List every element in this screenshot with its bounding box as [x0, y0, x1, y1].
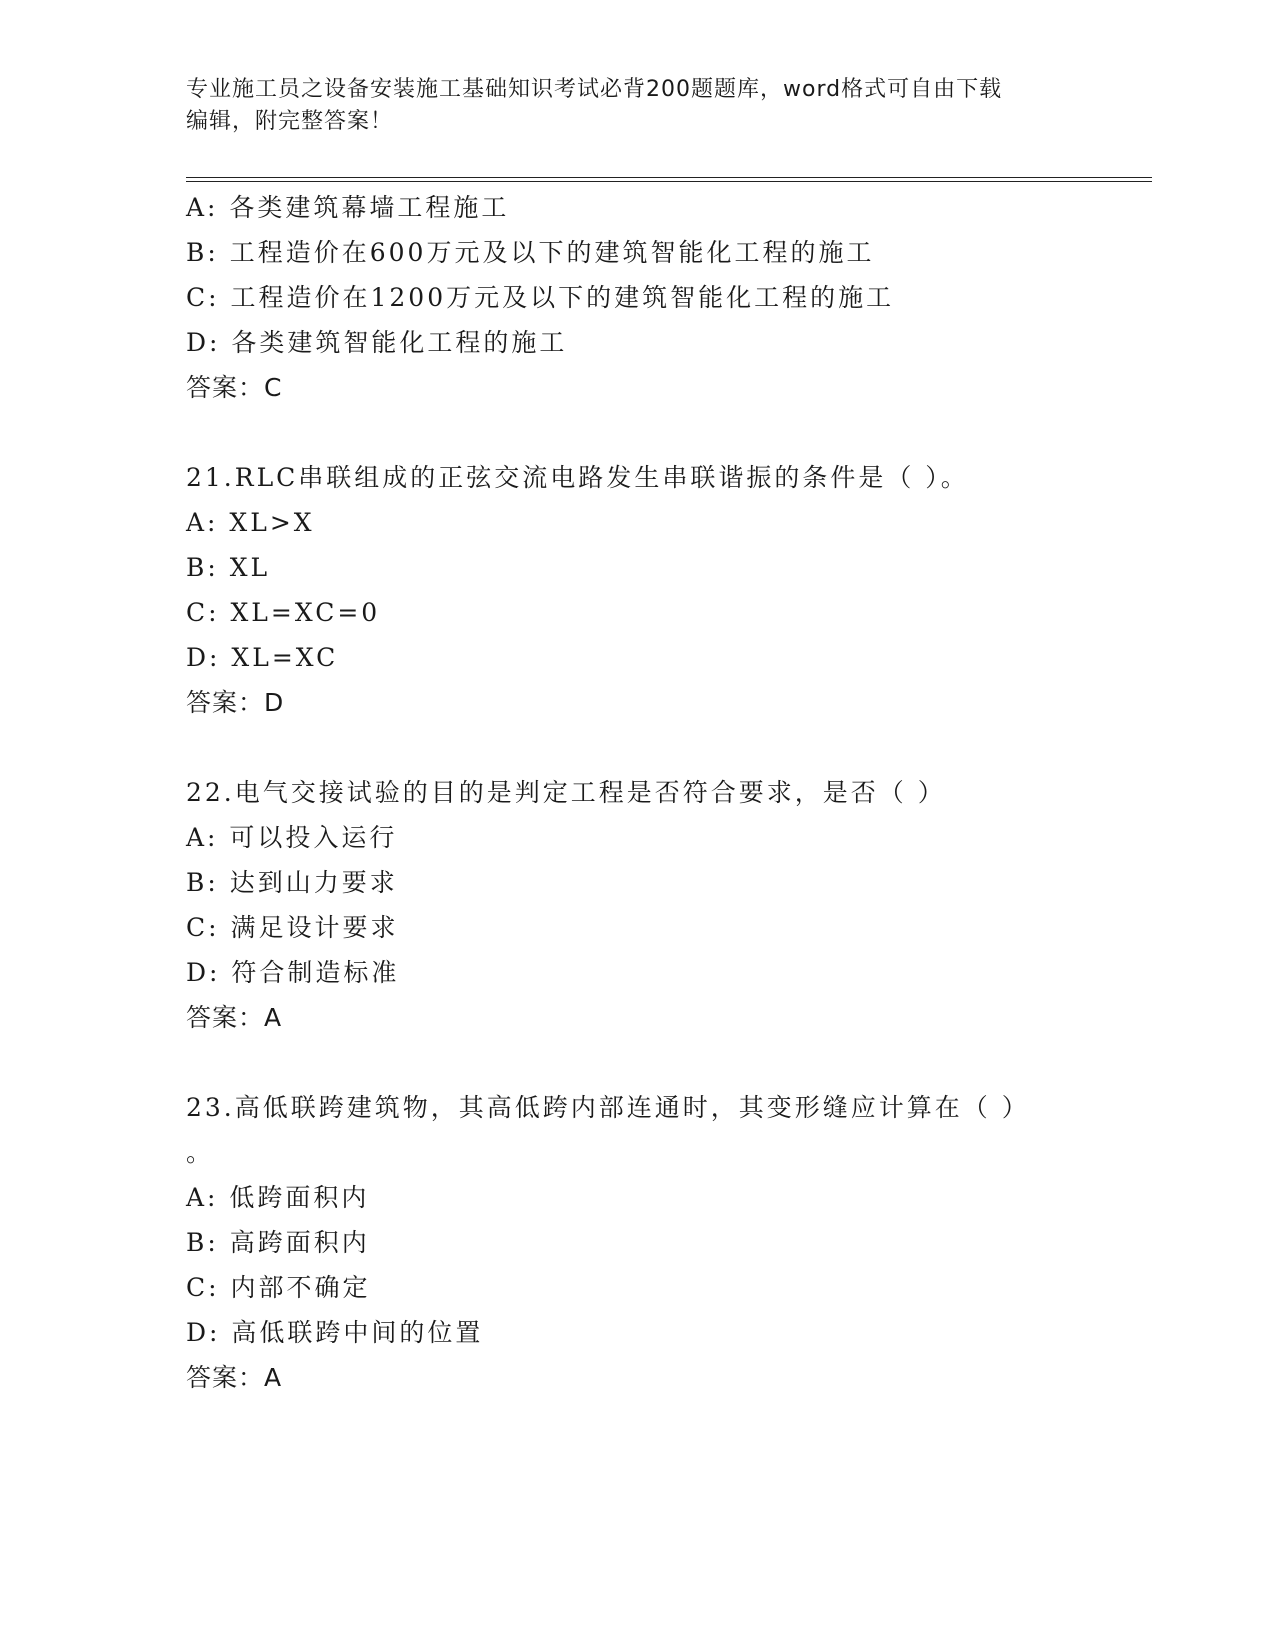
header-divider-top [186, 177, 1152, 178]
option-a: A: 可以投入运行 [186, 823, 398, 852]
question-text: 22.电气交接试验的目的是判定工程是否符合要求，是否（ ） [186, 778, 946, 807]
option-b: B: 达到山力要求 [186, 868, 398, 897]
question-text: 21.RLC串联组成的正弦交流电路发生串联谐振的条件是（ ）。 [186, 463, 969, 492]
header-line-2: 编辑，附完整答案！ [186, 109, 394, 134]
option-d: D: 高低联跨中间的位置 [186, 1318, 484, 1347]
option-a: A: 各类建筑幕墙工程施工 [186, 193, 510, 222]
option-b: B: XL [186, 553, 271, 582]
option-c: C: XL=XC=0 [186, 598, 381, 627]
option-a: A: 低跨面积内 [186, 1183, 370, 1212]
option-d: D: XL=XC [186, 643, 339, 672]
option-b: B: 高跨面积内 [186, 1228, 370, 1257]
option-c: C: 工程造价在1200万元及以下的建筑智能化工程的施工 [186, 283, 895, 312]
question-text-continued: 。 [186, 1138, 215, 1167]
answer: 答案：A [186, 1003, 283, 1032]
document-header [186, 74, 1076, 138]
option-c: C: 内部不确定 [186, 1273, 371, 1302]
option-d: D: 各类建筑智能化工程的施工 [186, 328, 568, 357]
header-line-1: 专业施工员之设备安装施工基础知识考试必背200题题库，word格式可自由下载 [186, 77, 1003, 102]
option-a: A: XL>X [186, 508, 315, 537]
answer: 答案：D [186, 688, 285, 717]
option-d: D: 符合制造标准 [186, 958, 400, 987]
question-text: 23.高低联跨建筑物，其高低跨内部连通时，其变形缝应计算在（ ） [186, 1093, 1030, 1122]
option-c: C: 满足设计要求 [186, 913, 399, 942]
option-b: B: 工程造价在600万元及以下的建筑智能化工程的施工 [186, 238, 875, 267]
answer: 答案：C [186, 373, 283, 402]
header-divider-bottom [186, 181, 1152, 182]
answer: 答案：A [186, 1363, 283, 1392]
